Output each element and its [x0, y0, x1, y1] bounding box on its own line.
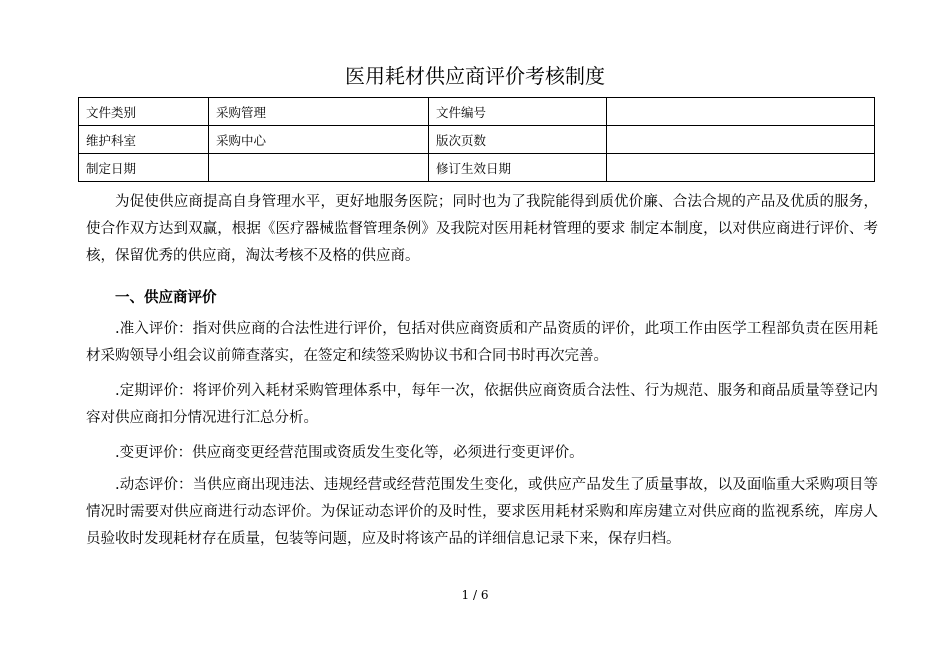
table-cell — [607, 126, 875, 154]
table-cell: 文件编号 — [429, 98, 607, 126]
body-paragraph: .定期评价：将评价列入耗材采购管理体系中，每年一次，依据供应商资质合法性、行为规范、服务和商品质量等登记内容对供应商扣分情况进行汇总分析。 — [86, 383, 878, 426]
table-row — [79, 154, 875, 182]
body-paragraph: .变更评价：供应商变更经营范围或资质发生变化等，必须进行变更评价。 — [115, 445, 584, 461]
table-cell: 采购中心 — [209, 126, 429, 154]
table-row — [79, 98, 875, 126]
table-cell — [607, 154, 875, 182]
section-heading: 一、供应商评价 — [115, 290, 217, 306]
table-cell: 修订生效日期 — [429, 154, 607, 182]
table-cell — [209, 154, 429, 182]
table-cell: 文件类别 — [79, 98, 209, 126]
document-title: 医用耗材供应商评价考核制度 — [345, 64, 605, 88]
table-row — [79, 126, 875, 154]
table-cell: 版次页数 — [429, 126, 607, 154]
body-paragraph: .准入评价：指对供应商的合法性进行评价，包括对供应商资质和产品资质的评价，此项工作由医学工程部负责在医用耗材采购领导小组会议前筛查落实，在签定和续签采购协议书和合同书时再次完善。 — [86, 321, 878, 364]
table-cell: 维护科室 — [79, 126, 209, 154]
table-cell: 制定日期 — [79, 154, 209, 182]
page-number: 1 / 6 — [461, 588, 489, 602]
intro-paragraph: 为促使供应商提高自身管理水平，更好地服务医院；同时也为了我院能得到质优价廉、合法合规的产品及优质的服务，使合作双方达到双赢，根据《医疗器械监督管理条例》及我院对医用耗材管理的要求 制定本制度，以对供应商进行评价、考核，保留优秀的供应商，淘汰考核不及格的供应商。 — [86, 194, 878, 264]
body-paragraph: .动态评价：当供应商出现违法、违规经营或经营范围发生变化，或供应产品发生了质量事故，以及面临重大采购项目等情况时需要对供应商进行动态评价。为保证动态评价的及时性，要求医用耗材采购和库房建立对供应商的监视系统，库房人员验收时发现耗材存在质量，包装等问题，应及时将该产品的详细信息记录下来，保存归档。 — [86, 477, 878, 547]
table-cell — [607, 98, 875, 126]
document-info-table — [78, 97, 875, 182]
table-cell: 采购管理 — [209, 98, 429, 126]
